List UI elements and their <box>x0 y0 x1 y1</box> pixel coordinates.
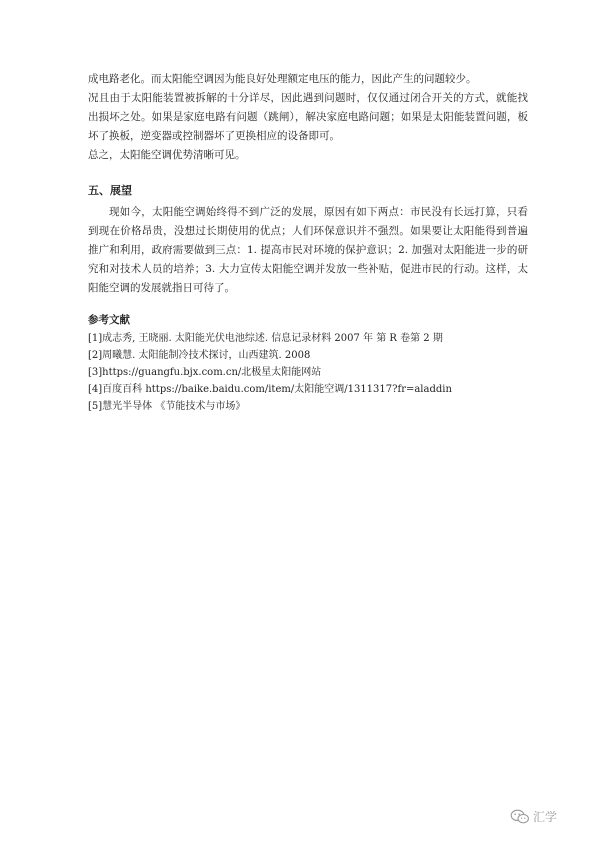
outlook-paragraph: 现如今，太阳能空调始终得不到广泛的发展，原因有如下两点：市民没有长远打算，只看到现在价格昂贵，没想过长期使用的优点；人们环保意识并不强烈。如果要让太阳能得到普遍推广和利用，政府需要做到三点：1. 提高市民对环境的保护意识；2. 加强对太阳能进一步的研究和对技术人员的培养；3. 大力宣传太阳能空调并发放一些补贴，促进市民的行动。这样，太阳能空调的发展就指日可待了。 <box>88 206 528 294</box>
section-heading-outlook: 五、展望 <box>88 184 132 197</box>
body-paragraph-3: 总之，太阳能空调优势清晰可见。 <box>88 149 246 161</box>
reference-item: [3]https://guangfu.bjx.com.cn/北极星太阳能网站 <box>88 367 322 378</box>
references-list <box>88 330 528 415</box>
body-paragraph-1: 成电路老化。而太阳能空调因为能良好处理额定电压的能力，因此产生的问题较少。 <box>88 73 477 85</box>
wechat-icon <box>510 809 530 825</box>
watermark <box>510 808 557 825</box>
reference-item: [1]成志秀, 王晓丽. 太阳能光伏电池综述. 信息记录材料 2007 年 第 R 卷第 2 期 <box>88 333 443 344</box>
reference-item: [5]慧光半导体 《节能技术与市场》 <box>88 401 246 412</box>
document-body <box>88 70 528 415</box>
references-heading: 参考文献 <box>88 314 130 326</box>
reference-item: [4]百度百科 https://baike.baidu.com/item/太阳能空调/1311317?fr=aladdin <box>88 384 452 395</box>
watermark-text: 汇学 <box>533 810 558 824</box>
reference-item: [2]周曦慧. 太阳能制冷技术探讨，山西建筑. 2008 <box>88 350 311 361</box>
body-paragraph-2: 况且由于太阳能装置被拆解的十分详尽，因此遇到问题时，仅仅通过闭合开关的方式，就能找出损坏之处。如果是家庭电路有问题（跳闸），解决家庭电路问题；如果是太阳能装置问题，板坏了换板，逆变器或控制器坏了更换相应的设备即可。 <box>88 92 528 142</box>
